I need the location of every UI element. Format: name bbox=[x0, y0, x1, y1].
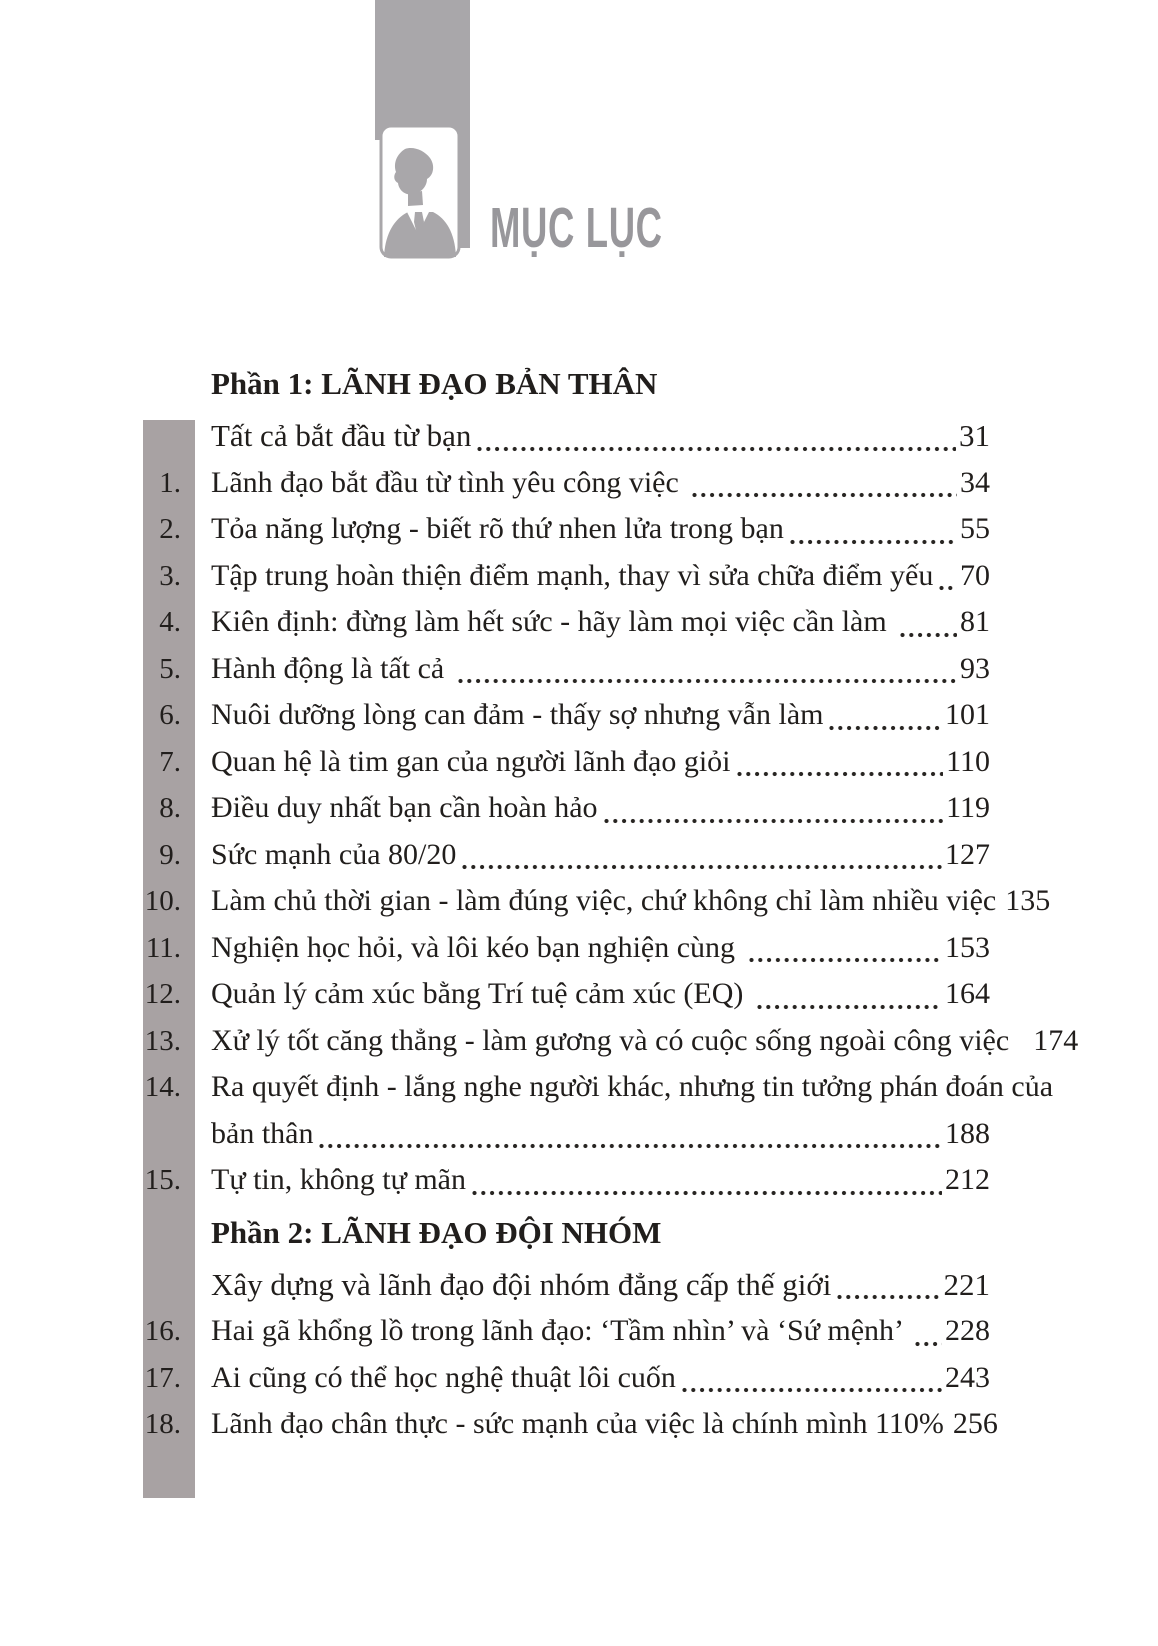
dot-leader bbox=[458, 678, 957, 684]
table-of-contents bbox=[144, 355, 1079, 1448]
entry-title: Làm chủ thời gian - làm đúng việc, chứ không chỉ làm nhiều việc bbox=[211, 884, 997, 917]
toc-item-row bbox=[159, 553, 990, 600]
dot-leader bbox=[737, 771, 944, 777]
item-number: 8. bbox=[159, 792, 181, 824]
dot-leader bbox=[939, 585, 957, 591]
entry-title: Hai gã khổng lồ trong lãnh đạo: ‘Tầm nhìn’ và ‘Sứ mệnh’ bbox=[211, 1314, 910, 1347]
page-number: 93 bbox=[960, 651, 990, 685]
toc-item-row bbox=[144, 1401, 998, 1448]
toc-item-row bbox=[159, 646, 990, 693]
item-number: 5. bbox=[159, 652, 181, 685]
dot-leader bbox=[462, 864, 942, 870]
page-number: 55 bbox=[960, 512, 990, 545]
page-number: 31 bbox=[959, 418, 990, 453]
toc-item-row bbox=[144, 1064, 1054, 1111]
dot-leader bbox=[900, 632, 957, 638]
page-number: 243 bbox=[945, 1360, 990, 1394]
entry-title: Lãnh đạo chân thực - sức mạnh của việc là chính mình 110% bbox=[211, 1407, 944, 1440]
section-heading-1: Phần 1: LÃNH ĐẠO BẢN THÂN bbox=[211, 366, 658, 401]
toc-item-row bbox=[159, 460, 990, 507]
item-number: 16. bbox=[144, 1315, 181, 1347]
dot-leader bbox=[749, 957, 942, 963]
toc-item-row bbox=[159, 832, 990, 879]
section-heading-2: Phần 2: LÃNH ĐẠO ĐỘI NHÓM bbox=[211, 1214, 662, 1250]
dot-leader bbox=[837, 1294, 940, 1300]
page-number: 164 bbox=[945, 977, 990, 1010]
toc-item-row bbox=[159, 692, 990, 739]
page-number: 101 bbox=[945, 698, 990, 731]
toc-item-row bbox=[159, 599, 990, 646]
entry-title: Tập trung hoàn thiện điểm mạnh, thay vì sửa chữa điểm yếu bbox=[211, 558, 934, 592]
toc-item-row bbox=[144, 971, 990, 1018]
page-number: 221 bbox=[943, 1266, 990, 1302]
dot-leader bbox=[477, 446, 956, 452]
page-number: 110 bbox=[946, 744, 990, 778]
page-number: 228 bbox=[945, 1314, 990, 1347]
entry-title: Nghiện học hỏi, và lôi kéo bạn nghiện cùng bbox=[211, 930, 743, 964]
toc-intro-row bbox=[211, 1262, 990, 1309]
entry-title: Nuôi dưỡng lòng can đảm - thấy sợ nhưng vẫn làm bbox=[211, 698, 824, 731]
toc-item-row bbox=[159, 785, 990, 832]
item-number: 17. bbox=[144, 1361, 181, 1394]
entry-title: Quản lý cảm xúc bằng Trí tuệ cảm xúc (EQ) bbox=[211, 977, 751, 1010]
page-number: 119 bbox=[946, 791, 990, 824]
entry-title: Xử lý tốt căng thẳng - làm gương và có cuộc sống ngoài công việc bbox=[211, 1023, 1025, 1057]
item-number: 13. bbox=[144, 1024, 181, 1057]
page-number: 188 bbox=[945, 1116, 990, 1150]
toc-item-row bbox=[159, 739, 990, 786]
entry-title: bản thân bbox=[211, 1116, 314, 1150]
item-number: 11. bbox=[145, 931, 181, 964]
item-number: 14. bbox=[144, 1071, 181, 1103]
item-number: 18. bbox=[144, 1408, 181, 1440]
item-number: 2. bbox=[159, 513, 181, 545]
toc-item-row bbox=[144, 1355, 990, 1402]
entry-title: Hành động là tất cả bbox=[211, 651, 452, 685]
entry-title: Kiên định: đừng làm hết sức - hãy làm mọi việc cần làm bbox=[211, 605, 895, 638]
entry-title: Ra quyết định - lắng nghe người khác, nhưng tin tưởng phán đoán của bbox=[211, 1070, 1054, 1103]
dot-leader bbox=[915, 1341, 942, 1347]
toc-item-row bbox=[144, 1018, 1079, 1065]
item-number: 7. bbox=[159, 745, 181, 778]
item-number: 12. bbox=[144, 978, 181, 1010]
entry-title: Tất cả bắt đầu từ bạn bbox=[211, 418, 472, 453]
toc-item-row bbox=[144, 878, 1051, 925]
item-number: 15. bbox=[144, 1164, 181, 1196]
entry-title: Tự tin, không tự mãn bbox=[211, 1163, 466, 1196]
toc-intro-row bbox=[211, 413, 990, 460]
toc-item-row bbox=[144, 1308, 990, 1355]
toc-item-row bbox=[144, 1157, 990, 1204]
page-number: 127 bbox=[945, 837, 990, 871]
page-number: 212 bbox=[945, 1163, 990, 1196]
page-number: 153 bbox=[945, 930, 990, 964]
item-number: 6. bbox=[159, 699, 181, 731]
dot-leader bbox=[682, 1387, 942, 1393]
top-bar bbox=[375, 0, 470, 140]
toc-item-row-continuation bbox=[211, 1111, 990, 1158]
page-number: 70 bbox=[960, 558, 990, 592]
page-title: MỤC LỤC bbox=[490, 196, 663, 260]
page-number: 256 bbox=[952, 1407, 998, 1440]
entry-title: Lãnh đạo bắt đầu từ tình yêu công việc bbox=[211, 465, 687, 499]
entry-title: Điều duy nhất bạn cần hoàn hảo bbox=[211, 791, 598, 824]
dot-leader bbox=[472, 1190, 942, 1196]
gentleman-book-logo bbox=[375, 0, 470, 260]
dot-leader bbox=[829, 725, 942, 731]
toc-item-row bbox=[159, 506, 990, 553]
page-number: 174 bbox=[1033, 1023, 1079, 1057]
entry-title: Ai cũng có thể học nghệ thuật lôi cuốn bbox=[211, 1360, 676, 1394]
page-number: 135 bbox=[1005, 884, 1051, 917]
toc-item-row bbox=[145, 925, 990, 972]
entry-title: Tỏa năng lượng - biết rõ thứ nhen lửa trong bạn bbox=[211, 512, 784, 545]
item-number: 1. bbox=[159, 466, 181, 499]
dot-leader bbox=[757, 1004, 942, 1010]
dot-leader bbox=[319, 1143, 942, 1149]
dot-leader bbox=[604, 818, 944, 824]
item-number: 4. bbox=[159, 606, 181, 638]
entry-title: Xây dựng và lãnh đạo đội nhóm đẳng cấp thế giới bbox=[211, 1266, 832, 1302]
dot-leader bbox=[692, 492, 957, 498]
item-number: 10. bbox=[144, 885, 181, 917]
page-number: 81 bbox=[960, 605, 990, 638]
page-number: 34 bbox=[960, 465, 990, 499]
item-number: 9. bbox=[159, 838, 181, 871]
entry-title: Quan hệ là tim gan của người lãnh đạo giỏi bbox=[211, 744, 731, 778]
item-number: 3. bbox=[159, 559, 181, 592]
dot-leader bbox=[790, 539, 957, 545]
entry-title: Sức mạnh của 80/20 bbox=[211, 837, 457, 871]
